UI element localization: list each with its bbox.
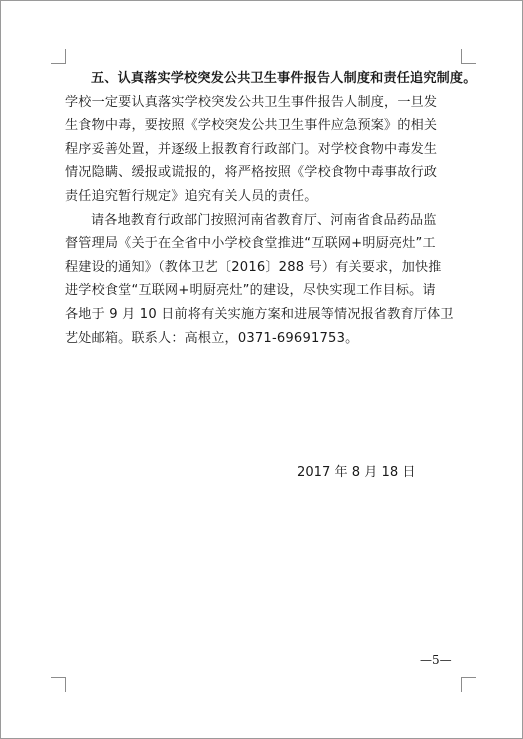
bottom-right-corner-mark [461, 677, 476, 692]
paragraph-line: 各地于 9 月 10 日前将有关实施方案和进展等情况报省教育厅体卫 [65, 306, 454, 322]
paragraph-line: 生食物中毒，要按照《学校突发公共卫生事件应急预案》的相关 [65, 118, 438, 134]
paragraph-line: 督管理局《关于在全省中小学校食堂推进“互联网+明厨亮灶”工 [65, 236, 436, 252]
paragraph-reporting-system [65, 91, 467, 209]
top-left-corner-mark [51, 49, 66, 64]
top-right-corner-mark [461, 49, 476, 64]
paragraph-line: 学校一定要认真落实学校突发公共卫生事件报告人制度，一旦发 [65, 94, 438, 110]
document-date: 2017 年 8 月 18 日 [297, 465, 416, 480]
section-heading: 五、认真落实学校突发公共卫生事件报告人制度和责任追究制度。 [91, 71, 477, 86]
page-number: —5— [420, 653, 452, 667]
document-body [65, 67, 477, 350]
paragraph-requirements [65, 209, 467, 351]
paragraph-line: 请各地教育行政部门按照河南省教育厅、河南省食品药品监 [91, 212, 437, 228]
paragraph-line: 程序妥善处置，并逐级上报教育行政部门。对学校食物中毒发生 [65, 141, 438, 157]
paragraph-line: 责任追究暂行规定》追究有关人员的责任。 [65, 188, 318, 204]
paragraph-line: 程建设的通知》（教体卫艺〔2016〕288 号）有关要求，加快推 [65, 259, 442, 275]
paragraph-line: 进学校食堂“互联网+明厨亮灶”的建设，尽快实现工作目标。请 [65, 283, 436, 299]
paragraph-line: 情况隐瞒、缓报或谎报的，将严格按照《学校食物中毒事故行政 [65, 165, 438, 181]
paragraph-line: 艺处邮箱。联系人：高根立，0371-69691753。 [65, 330, 359, 346]
bottom-left-corner-mark [51, 677, 66, 692]
